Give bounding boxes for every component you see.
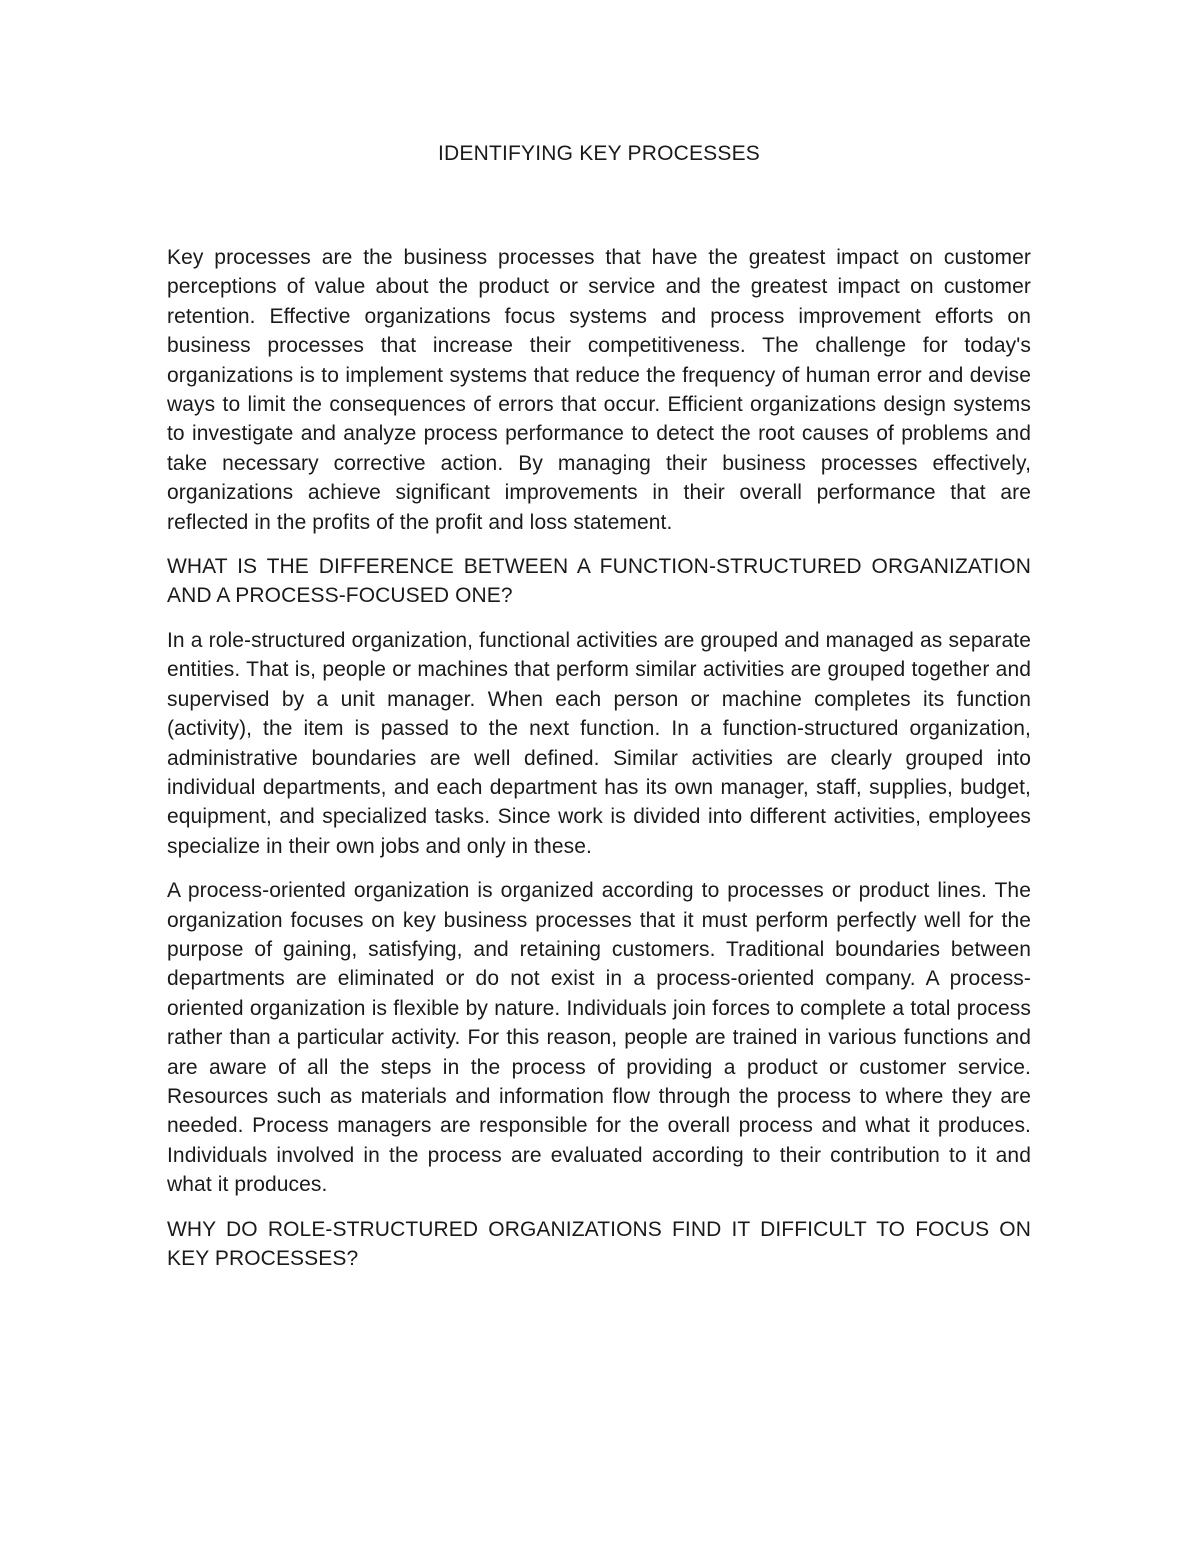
document-body [167,140,1031,1288]
paragraph-role-structured: In a role-structured organization, functional activities are grouped and managed as separate entities. That is, people or machines that perform similar activities are grouped together and supervised by a unit manager. When each person or machine completes its function (activity), the item is passed to the next function. In a function-structured organization, administrative boundaries are well defined. Similar activities are clearly grouped into individual departments, and each department has its own manager, staff, supplies, budget, equipment, and specialized tasks. Since work is divided into different activities, employees specialize in their own jobs and only in these. [167,628,1031,858]
paragraph-process-oriented: A process-oriented organization is organized according to processes or product lines. The organization focuses on key business processes that it must perform perfectly well for the purpose of gaining, satisfying, and retaining customers. Traditional boundaries between departments are eliminated or do not exist in a process-oriented company. A process-oriented organization is flexible by nature. Individuals join forces to complete a total process rather than a particular activity. For this reason, people are trained in various functions and are aware of all the steps in the process of providing a product or customer service. Resources such as materials and information flow through the process to where they are needed. Process managers are responsible for the overall process and what it produces. Individuals involved in the process are evaluated according to their contribution to it and what it produces. [167,879,1031,1197]
section-heading-difference: WHAT IS THE DIFFERENCE BETWEEN A FUNCTION-STRUCTURED ORGANIZATION AND A PROCESS-FOCUSED ONE? [167,555,1031,608]
paragraph-key-processes: Key processes are the business processes that have the greatest impact on customer perceptions of value about the product or service and the greatest impact on customer retention. Effective organizations focus systems and process improvement efforts on business processes that increase their competitiveness. The challenge for today's organizations is to implement systems that reduce the frequency of human error and devise ways to limit the consequences of errors that occur. Efficient organizations design systems to investigate and analyze process performance to detect the root causes of problems and take necessary corrective action. By managing their business processes effectively, organizations achieve significant improvements in their overall performance that are reflected in the profits of the profit and loss statement. [167,246,1031,534]
document-title: IDENTIFYING KEY PROCESSES [437,142,761,165]
section-heading-why-difficult: WHY DO ROLE-STRUCTURED ORGANIZATIONS FIND IT DIFFICULT TO FOCUS ON KEY PROCESSES? [167,1217,1031,1270]
